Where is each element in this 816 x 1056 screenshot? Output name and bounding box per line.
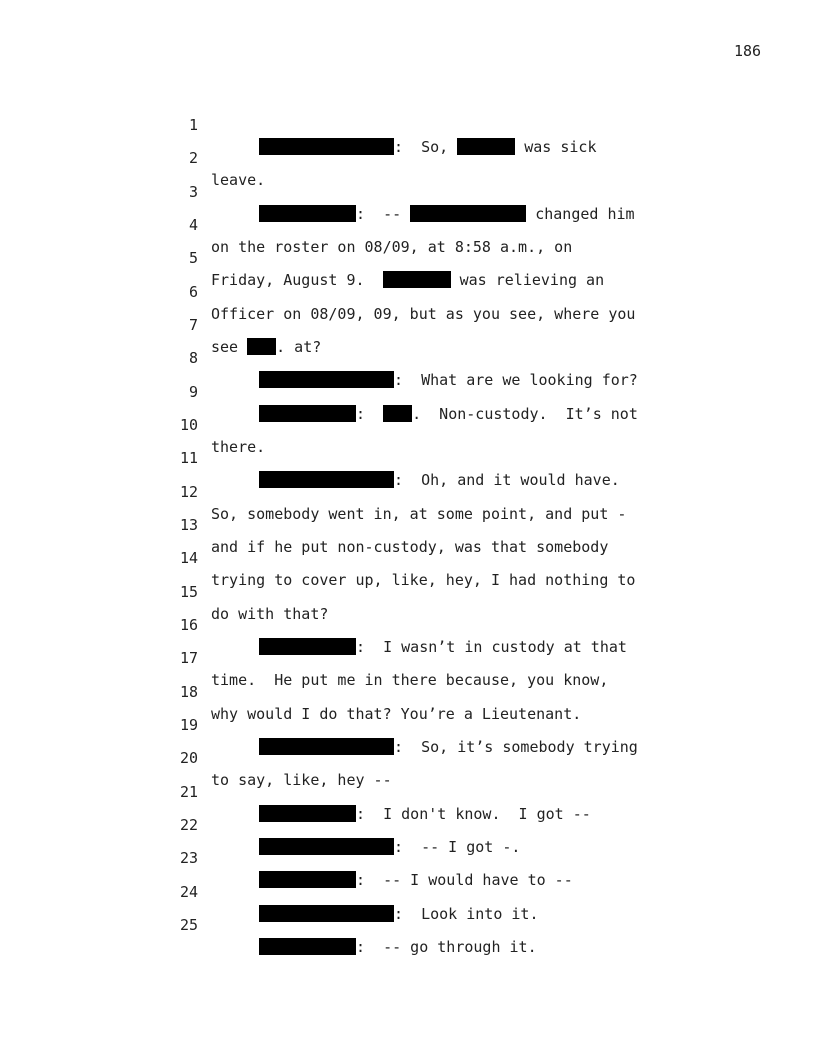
line-number: 8: [188, 349, 198, 367]
transcript-line: [0, 92, 597, 156]
line-text: [259, 203, 635, 225]
text-segment: : I don't know. I got --: [356, 805, 591, 823]
line-number: 23: [179, 849, 198, 867]
redaction-box: [259, 805, 356, 822]
line-text: trying to cover up, like, hey, I had nothing to: [211, 571, 636, 589]
line-text: [259, 736, 638, 758]
line-number: 17: [179, 649, 198, 667]
line-number: 7: [188, 316, 198, 334]
text-segment: changed him: [526, 205, 635, 223]
text-segment: : So, it’s somebody trying: [394, 738, 638, 756]
transcript-line: [0, 292, 322, 356]
line-number: 9: [188, 383, 198, 401]
line-number: 18: [179, 683, 198, 701]
line-text: [259, 869, 573, 891]
line-text: [259, 369, 638, 391]
redaction-box: [383, 405, 412, 422]
line-text: [259, 936, 537, 958]
transcript-line: [0, 392, 266, 456]
text-segment: : So,: [394, 138, 458, 156]
text-segment: : -- go through it.: [356, 938, 537, 956]
line-number: 3: [188, 183, 198, 201]
redaction-box: [259, 871, 356, 888]
line-text: on the roster on 08/09, at 8:58 a.m., on: [211, 238, 573, 256]
line-number: 11: [179, 449, 198, 467]
line-text: [259, 636, 627, 658]
redaction-box: [259, 838, 394, 855]
page-number: 186: [734, 42, 762, 60]
redaction-box: [457, 138, 515, 155]
text-segment: : What are we looking for?: [394, 371, 638, 389]
redaction-box: [259, 905, 394, 922]
line-number: 6: [188, 283, 198, 301]
line-text: [211, 336, 321, 358]
line-number: 4: [188, 216, 198, 234]
line-text: there.: [211, 438, 266, 456]
line-text: [259, 469, 620, 491]
line-number: 22: [179, 816, 198, 834]
redaction-box: [259, 405, 356, 422]
text-segment: : I wasn’t in custody at that: [356, 638, 627, 656]
redaction-box: [259, 205, 356, 222]
line-text: [259, 803, 591, 825]
line-number: 19: [179, 716, 198, 734]
redaction-box: [259, 938, 356, 955]
line-number: 16: [179, 616, 198, 634]
line-text: and if he put non-custody, was that somebody: [211, 538, 609, 556]
line-text: [259, 403, 638, 425]
line-text: why would I do that? You’re a Lieutenant.: [211, 705, 582, 723]
line-number: 20: [179, 749, 198, 767]
line-text: [259, 136, 597, 158]
text-segment: : -- I would have to --: [356, 871, 573, 889]
transcript-line: [0, 192, 573, 256]
line-number: 13: [179, 516, 198, 534]
text-segment: was sick: [515, 138, 597, 156]
line-text: time. He put me in there because, you know,: [211, 671, 609, 689]
line-number: 1: [188, 116, 198, 134]
text-segment: Friday, August 9.: [211, 271, 383, 289]
line-text: Officer on 08/09, 09, but as you see, where you: [211, 305, 636, 323]
text-segment: : --: [356, 205, 411, 223]
redaction-box: [383, 271, 451, 288]
text-segment: . at?: [276, 338, 322, 356]
line-number: 25: [179, 916, 198, 934]
line-number: 14: [179, 549, 198, 567]
redaction-box: [259, 138, 394, 155]
line-text: leave.: [211, 171, 266, 189]
line-number: 2: [188, 149, 198, 167]
redaction-box: [410, 205, 526, 222]
redaction-box: [259, 471, 394, 488]
line-number: 21: [179, 783, 198, 801]
redaction-box: [247, 338, 276, 355]
redaction-box: [259, 638, 356, 655]
redaction-box: [259, 738, 394, 755]
line-text: [259, 836, 520, 858]
text-segment: : -- I got -.: [394, 838, 521, 856]
text-segment: :: [356, 405, 384, 423]
line-number: 10: [179, 416, 198, 434]
redaction-box: [259, 371, 394, 388]
text-segment: . Non-custody. It’s not: [412, 405, 638, 423]
line-text: [211, 269, 604, 291]
line-number: 12: [179, 483, 198, 501]
text-segment: : Oh, and it would have.: [394, 471, 620, 489]
text-segment: see: [211, 338, 248, 356]
line-text: to say, like, hey --: [211, 771, 392, 789]
transcript-line: [0, 125, 266, 189]
text-segment: was relieving an: [450, 271, 605, 289]
line-text: So, somebody went in, at some point, and put -: [211, 505, 627, 523]
line-text: do with that?: [211, 605, 329, 623]
line-text: [259, 903, 539, 925]
line-number: 24: [179, 883, 198, 901]
transcript-line: [0, 559, 329, 623]
line-number: 15: [179, 583, 198, 601]
line-number: 5: [188, 249, 198, 267]
text-segment: : Look into it.: [394, 905, 539, 923]
